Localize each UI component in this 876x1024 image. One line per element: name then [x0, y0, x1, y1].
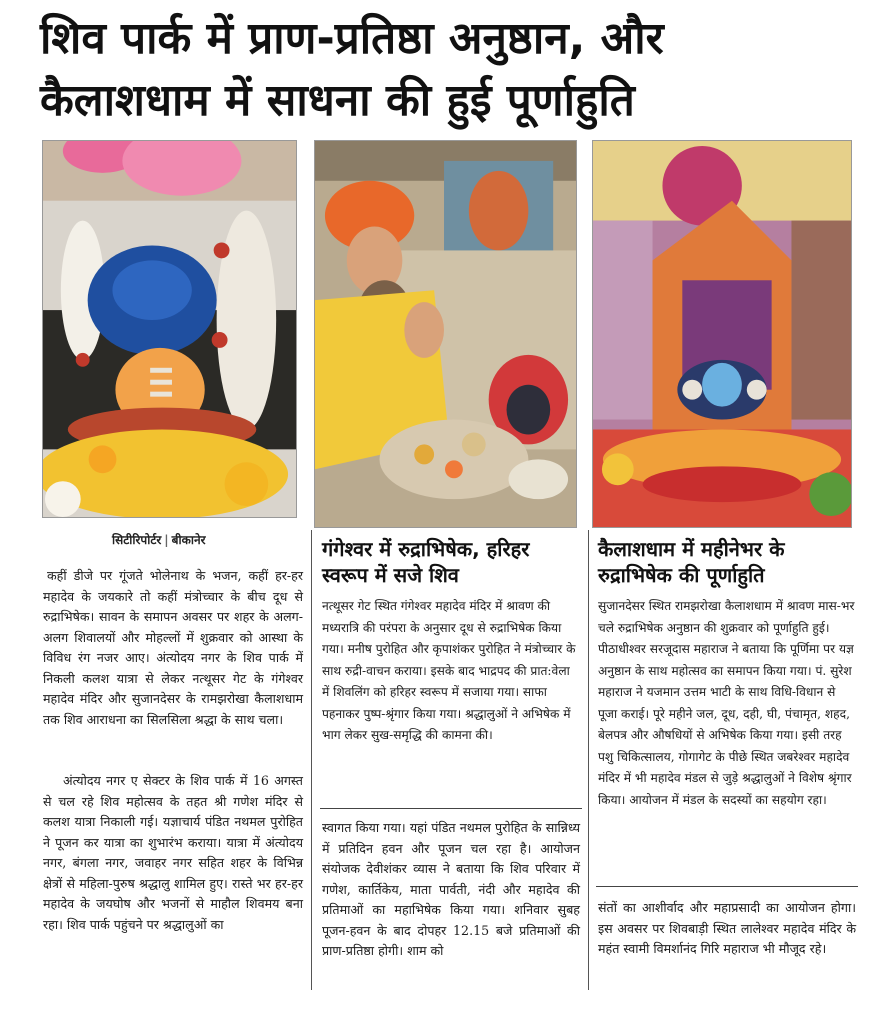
- headline-line-2: कैलाशधाम में साधना की हुई पूर्णाहुति: [40, 75, 635, 126]
- kailashdham-subheading: कैलाशधाम में महीनेभर के रुद्राभिषेक की पूर्णाहुति: [598, 537, 785, 587]
- section-rule: [320, 808, 582, 809]
- column-divider: [588, 530, 589, 990]
- byline-reporter: सिटीरिपोर्टर: [112, 533, 162, 547]
- byline-city: बीकानेर: [171, 533, 206, 547]
- headline: [40, 8, 840, 132]
- column3-paragraph-1: सुजानदेसर स्थित रामझरोखा कैलाशधाम में श्रावण मास-भर चले रुद्राभिषेक अनुष्ठान की शुक्रवार को पूर्णाहुति हुई। पीठाधीश्वर सरजूदास महाराज ने बताया कि पूर्णिमा पर यज्ञ अनुष्ठान के साथ महोत्सव का समापन किया गया। पं. सुरेश महाराज ने यजमान उत्तम भाटी के साथ विधि-विधान से पूजा कराई। पूरे महीने जल, दूध, दही, घी, पंचामृत, शहद, बेलपत्र और औषधियों से अभिषेक किया गया। इसी तरह पशु चिकित्सालय, गोगागेट के पीछे स्थित जबरेश्वर महादेव मंदिर में भी महादेव मंडल से जुड़े श्रद्धालुओं ने विशेष श्रृंगार किया। आयोजन में मंडल के सदस्यों का सहयोग रहा।: [598, 599, 855, 807]
- priest-puja-photo: [314, 140, 577, 528]
- kailashdham-photo: [592, 140, 852, 528]
- headline-line-1: शिव पार्क में प्राण-प्रतिष्ठा अनुष्ठान, और: [40, 13, 664, 64]
- byline-separator: |: [164, 533, 169, 547]
- gangeshwar-subheading: गंगेश्वर में रुद्राभिषेक, हरिहर स्वरूप में सजे शिव: [322, 537, 530, 587]
- byline: [112, 531, 206, 548]
- shivling-photo: [42, 140, 297, 518]
- column2-paragraph-1: नत्थूसर गेट स्थित गंगेश्वर महादेव मंदिर में श्रावण की मध्यरात्रि की परंपरा के अनुसार दूध से रुद्राभिषेक किया गया। मनीष पुरोहित और कृपाशंकर पुरोहित ने मंत्रोच्चार के साथ रुद्री-वाचन कराया। इसके बाद भाद्रपद की प्रात:वेला में शिवलिंग को हरिहर स्वरूप में सजाया गया। साफा पहनाकर पुष्प-श्रृंगार किया गया। श्रद्धालुओं ने अभिषेक में भाग लेकर सुख-समृद्धि की कामना की।: [322, 599, 576, 742]
- column2-paragraph-2: स्वागत किया गया। यहां पंडित नथमल पुरोहित के सान्निध्य में प्रतिदिन हवन और पूजन चल रहा है। आयोजन संयोजक देवीशंकर व्यास ने बताया कि शिव परिवार में गणेश, कार्तिकेय, माता पार्वती, नंदी और महादेव की प्रतिमाओं का महाभिषेक किया गया। शनिवार सुबह पूजन-हवन के बाद दोपहर 12.15 बजे प्रतिमाओं की प्राण-प्रतिष्ठा होगी। शाम को: [322, 820, 580, 958]
- column3-paragraph-2: संतों का आशीर्वाद और महाप्रसादी का आयोजन होगा। इस अवसर पर शिवबाड़ी स्थित लालेश्वर महादेव मंदिर के महंत स्वामी विमर्शानंद गिरि महाराज भी मौजूद रहे।: [598, 900, 856, 956]
- section-rule: [596, 886, 858, 887]
- column-divider: [311, 530, 312, 990]
- column1-paragraph-1: कहीं डीजे पर गूंजते भोलेनाथ के भजन, कहीं हर-हर महादेव के जयकारे तो कहीं मंत्रोच्चार के बीच दूध से रुद्राभिषेक। सावन के समापन अवसर पर शहर के अलग-अलग शिवालयों और मोहल्लों में शुक्रवार को आस्था के विविध रंग नजर आए। अंत्योदय नगर के शिव पार्क में निकली कलश यात्रा से लेकर नत्थूसर गेट के गंगेश्वर महादेव मंदिर और सुजानदेसर के रामझरोखा कैलाशधाम तक शिव आराधना का सिलसिला श्रद्धा के साथ चला।: [43, 568, 303, 727]
- column1-paragraph-2: अंत्योदय नगर ए सेक्टर के शिव पार्क में 16 अगस्त से चल रहे शिव महोत्सव के तहत श्री गणेश मंदिर से कलश यात्रा निकाली गई। यज्ञाचार्य पंडित नथमल पुरोहित ने पूजन कर यात्रा का शुभारंभ कराया। यात्रा में अंत्योदय नगर, बंगला नगर, जवाहर नगर सहित शहर के विभिन्न क्षेत्रों से महिला-पुरुष श्रद्धालु शामिल हुए। रास्ते भर हर-हर महादेव के जयघोष और भजनों से माहौल शिवमय बना रहा। शिव पार्क पहुंचने पर श्रद्धालुओं का: [43, 773, 303, 932]
